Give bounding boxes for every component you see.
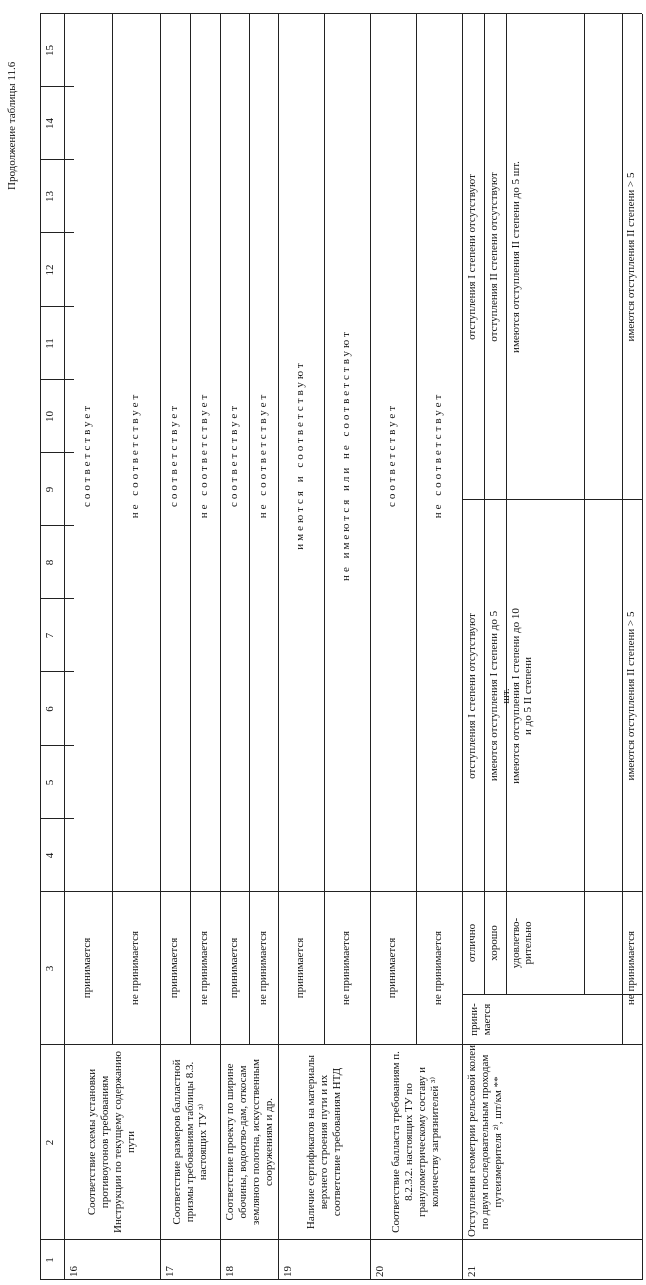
- grid-line: [40, 1279, 642, 1280]
- column-number-15: 15: [44, 45, 56, 56]
- column-number-7: 7: [44, 632, 56, 639]
- reject-result: не имеются или не соответствуют: [340, 329, 352, 581]
- reject-label: не принимается: [129, 930, 141, 1006]
- criterion-text: количеству загрязнителей ³⁾: [429, 1076, 441, 1208]
- accept-result: соответствует: [168, 402, 180, 508]
- reject-label: не принимается: [340, 930, 352, 1006]
- column-number-2: 2: [44, 1139, 56, 1146]
- accept-result: соответствует: [386, 402, 398, 508]
- column-number-9: 9: [44, 486, 56, 493]
- grid-line: [40, 14, 41, 1280]
- grade-label: хорошо: [488, 925, 500, 961]
- reject-right: имеются отступления II степени > 5: [625, 172, 637, 342]
- grade-right-criteria: отступления II степени отсутствуют: [488, 172, 500, 342]
- grid-line: [190, 14, 191, 1045]
- grid-line: [462, 14, 463, 1280]
- column-number-5: 5: [44, 779, 56, 786]
- accept-label: принимается: [228, 937, 240, 999]
- criterion-text: Соответствие балласта требованиям п.: [390, 1051, 402, 1233]
- grid-line: [64, 1239, 642, 1240]
- row-number: 20: [374, 1266, 386, 1277]
- grid-line: [324, 14, 325, 1045]
- grade-left-criteria: имеются отступления I степени до 10: [510, 608, 522, 784]
- grid-line: [220, 14, 221, 1280]
- grid-line: [160, 14, 161, 1280]
- reject-result: не соответствует: [198, 391, 210, 519]
- grade-label: рительно: [522, 921, 534, 965]
- grid-line: [112, 14, 113, 1045]
- accept-label: прини-: [468, 1003, 480, 1036]
- grid-line: [64, 1044, 642, 1045]
- reject-result: не соответствует: [257, 391, 269, 519]
- grid-line: [642, 14, 643, 1280]
- grade-label: удовлетво-: [510, 917, 522, 969]
- grid-line: [370, 14, 371, 1280]
- grid-line: [278, 14, 279, 1280]
- criterion-text: Инструкции по текущему содержанию: [112, 1051, 124, 1233]
- accept-result: соответствует: [228, 402, 240, 508]
- grid-line: [64, 745, 74, 746]
- reject-label: не принимается: [432, 930, 444, 1006]
- grid-line: [64, 159, 74, 160]
- grade-left-criteria: имеются отступления I степени до 5: [488, 610, 500, 782]
- criterion-text: Наличие сертификатов на материалы: [305, 1054, 317, 1230]
- criterion-text: противоугонов требованиям: [99, 1075, 111, 1209]
- column-number-14: 14: [44, 118, 56, 129]
- accept-label: принимается: [386, 937, 398, 999]
- column-number-10: 10: [44, 411, 56, 422]
- grid-line: [64, 525, 74, 526]
- row-number: 16: [68, 1266, 80, 1277]
- grid-line: [584, 14, 585, 995]
- criterion-text: по двум последовательным проходам: [479, 1054, 491, 1230]
- grade-left-criteria: и до 5 II степени: [522, 657, 534, 735]
- criterion-text: Соответствие проекту по ширине: [224, 1063, 236, 1221]
- criterion-text: пути: [125, 1130, 137, 1154]
- grid-line: [64, 818, 74, 819]
- reject-label: не принимается: [198, 930, 210, 1006]
- row-number: 21: [466, 1266, 478, 1277]
- criterion-text: соответствие требованиям НТД: [331, 1067, 343, 1217]
- accept-label: принимается: [81, 937, 93, 999]
- row-number: 17: [164, 1266, 176, 1277]
- reject-label: не принимается: [257, 930, 269, 1006]
- criterion-text: земляного полотна, искусственным: [250, 1059, 262, 1225]
- accept-label: принимается: [294, 937, 306, 999]
- grid-line: [416, 14, 417, 1045]
- reject-result: не соответствует: [129, 391, 141, 519]
- criterion-text: Отступления геометрии рельсовой колеи: [466, 1044, 478, 1237]
- table-caption: Продолжение таблицы 11.6: [6, 61, 18, 190]
- accept-result: имеются и соответствуют: [294, 360, 306, 550]
- grid-line: [622, 14, 623, 1045]
- grade-right-criteria: имеются отступления II степени до 5 шт.: [510, 161, 522, 353]
- accept-label: принимается: [168, 937, 180, 999]
- grid-line: [64, 232, 74, 233]
- column-number-3: 3: [44, 965, 56, 972]
- grid-line: [64, 598, 74, 599]
- column-number-6: 6: [44, 706, 56, 712]
- grid-line: [64, 891, 642, 892]
- grid-line: [462, 499, 642, 500]
- reject-left: имеются отступления II степени > 5: [625, 611, 637, 781]
- grade-left-criteria: шт.: [500, 688, 512, 704]
- criterion-text: верхнего строения пути и их: [318, 1074, 330, 1210]
- criterion-text: гранулометрическому составу и: [416, 1067, 428, 1217]
- criterion-text: призмы требованиям таблицы 8.3.: [184, 1061, 196, 1223]
- criterion-text: путеизмерителя ²⁾, шт/км **: [492, 1076, 504, 1208]
- column-number-4: 4: [44, 852, 56, 859]
- grid-line: [64, 452, 74, 453]
- grid-line: [484, 14, 485, 995]
- criterion-text: Соответствие схемы установки: [86, 1068, 98, 1216]
- grid-line: [40, 13, 642, 14]
- column-number-11: 11: [44, 338, 56, 349]
- grid-line: [64, 671, 74, 672]
- column-number-13: 13: [44, 191, 56, 202]
- reject-result: не соответствует: [432, 391, 444, 519]
- criterion-text: настоящих ТУ ³⁾: [197, 1103, 209, 1181]
- accept-result: соответствует: [81, 402, 93, 508]
- grade-right-criteria: отступления I степени отсутствуют: [466, 174, 478, 340]
- grid-line: [64, 14, 65, 1280]
- grade-label: отлично: [466, 923, 478, 963]
- row-number: 18: [224, 1266, 236, 1277]
- grid-line: [249, 14, 250, 1045]
- grid-line: [64, 379, 74, 380]
- grid-line: [462, 994, 642, 995]
- column-number-8: 8: [44, 559, 56, 566]
- grid-line: [64, 86, 74, 87]
- column-number-1: 1: [44, 1257, 56, 1263]
- criterion-text: Соответствие размеров балластной: [171, 1059, 183, 1225]
- criterion-text: сооружениям и др.: [263, 1098, 275, 1186]
- accept-label: мается: [481, 1003, 493, 1036]
- criterion-text: 8.2.3.2. настоящих ТУ по: [403, 1083, 415, 1201]
- grade-left-criteria: отступления I степени отсутствуют: [466, 613, 478, 779]
- reject-label: не принимается: [625, 930, 637, 1006]
- grid-line: [64, 306, 74, 307]
- column-number-12: 12: [44, 264, 56, 276]
- criterion-text: обочины, водоотво-дам, откосам: [237, 1065, 249, 1219]
- row-number: 19: [282, 1266, 294, 1277]
